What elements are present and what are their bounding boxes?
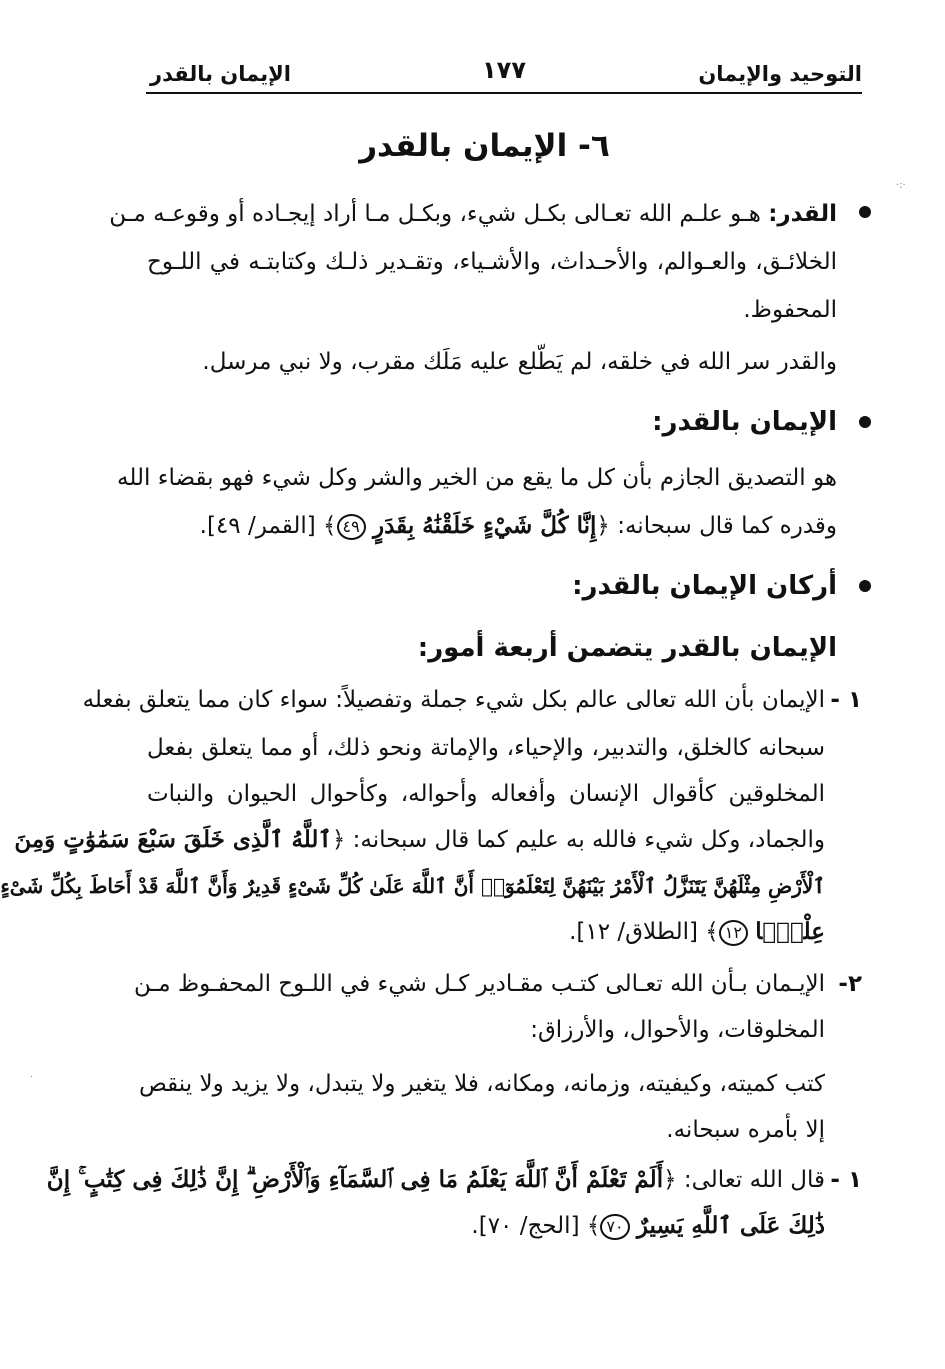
item-1-line-5 xyxy=(0,866,825,906)
page-number: ١٧٧ xyxy=(482,56,526,84)
item-1-line-2: سبحانه كالخلق، والتدبير، والإحياء، والإماتة ونحو ذلك، أو مما يتعلق بفعل xyxy=(147,735,825,761)
definition-line-1: القدر: هـو علـم الله تعـالى بكـل شيء، وبكـل مـا أراد إيجـاده أو وقوعـه مـن xyxy=(109,201,837,227)
item-2-line-1: الإيـمان بـأن الله تعـالى كتـب مقـادير كـل شيء في اللـوح المحفـوظ مـن xyxy=(134,971,825,997)
scan-speck-icon: ·:· xyxy=(896,180,906,191)
ayah-number-icon: ٧٠ xyxy=(600,1214,629,1240)
item-3-line-2: ذَٰلِكَ عَلَى ٱللَّهِ يَسِيرٌ ٧٠﴾ [الحج/ ٧٠]. xyxy=(471,1212,825,1239)
item-2-line-3: كتب كميته، وكيفيته، وزمانه، ومكانه، فلا يتغير ولا يتبدل، ولا يزيد ولا ينقص xyxy=(138,1071,825,1097)
item-1-line-4: والجماد، وكل شيء فالله به عليم كما قال سبحانه: ﴿ٱللَّهُ ٱلَّذِى خَلَقَ سَبْعَ سَمَٰوَٰتٍ وَمِنَ xyxy=(14,826,825,853)
definition-term: القدر: xyxy=(768,201,837,227)
bullet-icon xyxy=(859,206,871,218)
iman-line-2: وقدره كما قال سبحانه: ﴿إِنَّا كُلَّ شَيْءٍ خَلَقْنَٰهُ بِقَدَرٍ ٤٩﴾ [القمر/ ٤٩]. xyxy=(199,512,837,539)
running-header xyxy=(146,52,862,94)
quran-verse: عِلْمًۢا xyxy=(755,918,825,945)
item-3-line-1: قال الله تعالى: ﴿أَلَمْ تَعْلَمْ أَنَّ ٱللَّهَ يَعْلَمُ مَا فِى ٱلسَّمَآءِ وَٱلْأَرْضِ ۗ إِنَّ ذَٰلِكَ فِى كِتَٰبٍ ۚ إِنَّ xyxy=(46,1166,825,1193)
header-book-section: التوحيد والإيمان xyxy=(698,62,862,86)
definition-line-2: الخلائـق، والعـوالم، والأحـداث، والأشـياء، وتقـدير ذلـك وكتابتـه في اللـوح xyxy=(147,249,837,275)
section-heading-arkan: أركان الإيمان بالقدر: xyxy=(572,571,837,601)
quran-verse: ٱلْأَرْضِ مِثْلَهُنَّ يَتَنَزَّلُ ٱلْأَمْرُ بَيْنَهُنَّ لِتَعْلَمُوٓا۟ أَنَّ ٱللَّهَ عَلَىٰ كُلِّ شَىْءٍ قَدِيرٌ وَأَنَّ ٱللَّهَ قَدْ أَحَاطَ بِكُلِّ شَىْءٍ xyxy=(0,874,825,898)
quran-verse: ذَٰلِكَ عَلَى ٱللَّهِ يَسِيرٌ xyxy=(636,1212,825,1239)
section-heading-iman: الإيمان بالقدر: xyxy=(652,407,837,437)
bullet-icon xyxy=(859,580,871,592)
header-chapter-name: الإيمان بالقدر xyxy=(150,62,291,86)
arkan-subheading: الإيمان بالقدر يتضمن أربعة أمور: xyxy=(417,633,837,663)
item-1-line-1: الإيمان بأن الله تعالى عالم بكل شيء جملة وتفصيلاً: سواء كان مما يتعلق بفعله xyxy=(82,687,825,713)
item-1-number: ١ - xyxy=(830,687,862,713)
quran-verse: إِنَّا كُلَّ شَيْءٍ خَلَقْنَٰهُ بِقَدَرٍ xyxy=(373,512,597,539)
iman-line-1: هو التصديق الجازم بأن كل ما يقع من الخير والشر وكل شيء فهو بقضاء الله xyxy=(117,465,837,491)
ayah-number-icon: ٤٩ xyxy=(337,514,366,540)
chapter-title: ٦- الإيمان بالقدر xyxy=(359,128,610,164)
item-3-number: ١ - xyxy=(830,1167,862,1193)
quran-verse: ٱللَّهُ ٱلَّذِى خَلَقَ سَبْعَ سَمَٰوَٰتٍ وَمِنَ xyxy=(14,826,332,853)
quran-verse: أَلَمْ تَعْلَمْ أَنَّ ٱللَّهَ يَعْلَمُ مَا فِى ٱلسَّمَآءِ وَٱلْأَرْضِ ۗ إِنَّ ذَٰلِكَ فِى كِتَٰبٍ ۚ إِنَّ xyxy=(46,1166,664,1193)
item-1-line-6: عِلْمًۢا ١٢﴾ [الطلاق/ ١٢]. xyxy=(569,918,825,945)
ayah-number-icon: ١٢ xyxy=(719,920,748,946)
item-2-line-4: إلا بأمره سبحانه. xyxy=(666,1117,825,1143)
scan-speck-icon: · xyxy=(30,1072,34,1083)
bullet-icon xyxy=(859,416,871,428)
item-2-number: ٢- xyxy=(838,971,862,997)
item-2-line-2: المخلوقات، والأحوال، والأرزاق: xyxy=(530,1017,825,1043)
definition-line-3: المحفوظ. xyxy=(743,297,837,323)
definition-line-4: والقدر سر الله في خلقه، لم يَطّلع عليه مَلَك مقرب، ولا نبي مرسل. xyxy=(202,349,837,375)
item-1-line-3: المخلوقين كأقوال الإنسان وأفعاله وأحواله، وكأحوال الحيوان والنبات xyxy=(147,781,825,807)
